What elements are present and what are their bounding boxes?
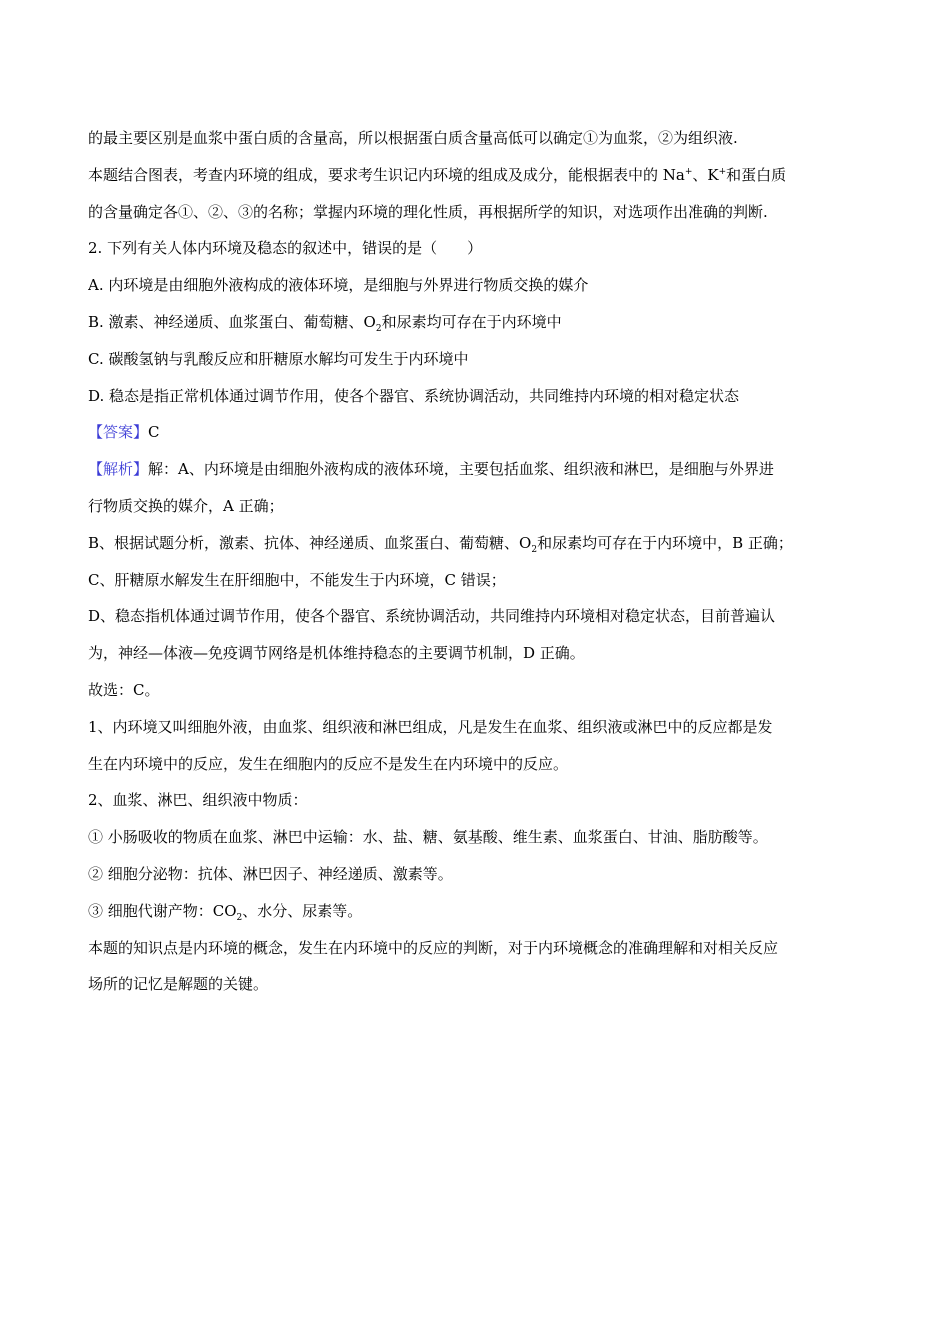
superscript: + xyxy=(718,166,727,177)
text-span: 、水分、尿素等。 xyxy=(242,901,363,920)
text-line: 故选：C。 xyxy=(88,680,160,699)
text-span: 本题结合图表，考查内环境的组成，要求考生识记内环境的组成及成分，能根据表中的 Na xyxy=(88,165,685,184)
option-c: C. 碳酸氢钠与乳酸反应和肝糖原水解均可发生于内环境中 xyxy=(88,349,469,368)
text-line: 为，神经—体液—免疫调节网络是机体维持稳态的主要调节机制，D 正确。 xyxy=(88,644,585,663)
document-page xyxy=(88,120,868,1003)
text-line xyxy=(88,893,868,930)
answer-line xyxy=(88,414,868,451)
text-line: ① 小肠吸收的物质在血浆、淋巴中运输：水、盐、糖、氨基酸、维生素、血浆蛋白、甘油、脂肪酸等。 xyxy=(88,828,768,847)
question-stem: 2. 下列有关人体内环境及稳态的叙述中，错误的是（ ） xyxy=(88,239,483,258)
text-line: 1、内环境又叫细胞外液，由血浆、组织液和淋巴组成，凡是发生在血浆、组织液或淋巴中的反应都是发 xyxy=(88,717,773,736)
text-line xyxy=(88,157,868,194)
text-line: 的含量确定各①、②、③的名称；掌握内环境的理化性质，再根据所学的知识，对选项作出准确的判断. xyxy=(88,202,768,221)
text-span: 、K xyxy=(692,165,719,184)
text-line: 场所的记忆是解题的关键。 xyxy=(88,975,269,994)
text-line: 本题的知识点是内环境的概念，发生在内环境中的反应的判断，对于内环境概念的准确理解和对相关反应 xyxy=(88,938,779,957)
text-span: B. 激素、神经递质、血浆蛋白、葡萄糖、O xyxy=(88,312,376,331)
text-line: D、稳态指机体通过调节作用，使各个器官、系统协调活动，共同维持内环境相对稳定状态，目前普遍认 xyxy=(88,607,776,626)
option-d: D. 稳态是指正常机体通过调节作用，使各个器官、系统协调活动，共同维持内环境的相对稳定状态 xyxy=(88,386,740,405)
text-line: ② 细胞分泌物：抗体、淋巴因子、神经递质、激素等。 xyxy=(88,864,453,883)
text-line xyxy=(88,525,868,562)
text-span: 解：A、内环境是由细胞外液构成的液体环境，主要包括血浆、组织液和淋巴，是细胞与外界进 xyxy=(148,460,774,479)
answer-tag: 【答案】 xyxy=(88,423,149,442)
text-line: 行物质交换的媒介，A 正确； xyxy=(88,496,284,515)
subscript: 2 xyxy=(236,912,243,923)
answer-value: C xyxy=(148,423,160,442)
text-span: ③ 细胞代谢产物：CO xyxy=(88,901,237,920)
subscript: 2 xyxy=(375,323,382,334)
option-b xyxy=(88,304,868,341)
analysis-tag: 【解析】 xyxy=(88,460,149,479)
superscript: + xyxy=(684,166,693,177)
text-line: 2、血浆、淋巴、组织液中物质： xyxy=(88,791,308,810)
text-line: 的最主要区别是血浆中蛋白质的含量高，所以根据蛋白质含量高低可以确定①为血浆，②为组织液. xyxy=(88,129,738,147)
text-span: 和尿素均可存在于内环境中 xyxy=(381,312,562,331)
text-span: 和尿素均可存在于内环境中，B 正确； xyxy=(537,533,793,552)
option-a: A. 内环境是由细胞外液构成的液体环境，是细胞与外界进行物质交换的媒介 xyxy=(88,276,589,295)
subscript: 2 xyxy=(531,544,538,555)
text-line: 生在内环境中的反应，发生在细胞内的反应不是发生在内环境中的反应。 xyxy=(88,754,569,773)
text-line: C、肝糖原水解发生在肝细胞中，不能发生于内环境，C 错误； xyxy=(88,570,506,589)
text-span: 和蛋白质 xyxy=(726,165,787,184)
text-span: B、根据试题分析，激素、抗体、神经递质、血浆蛋白、葡萄糖、O xyxy=(88,533,532,552)
analysis-line xyxy=(88,451,868,488)
